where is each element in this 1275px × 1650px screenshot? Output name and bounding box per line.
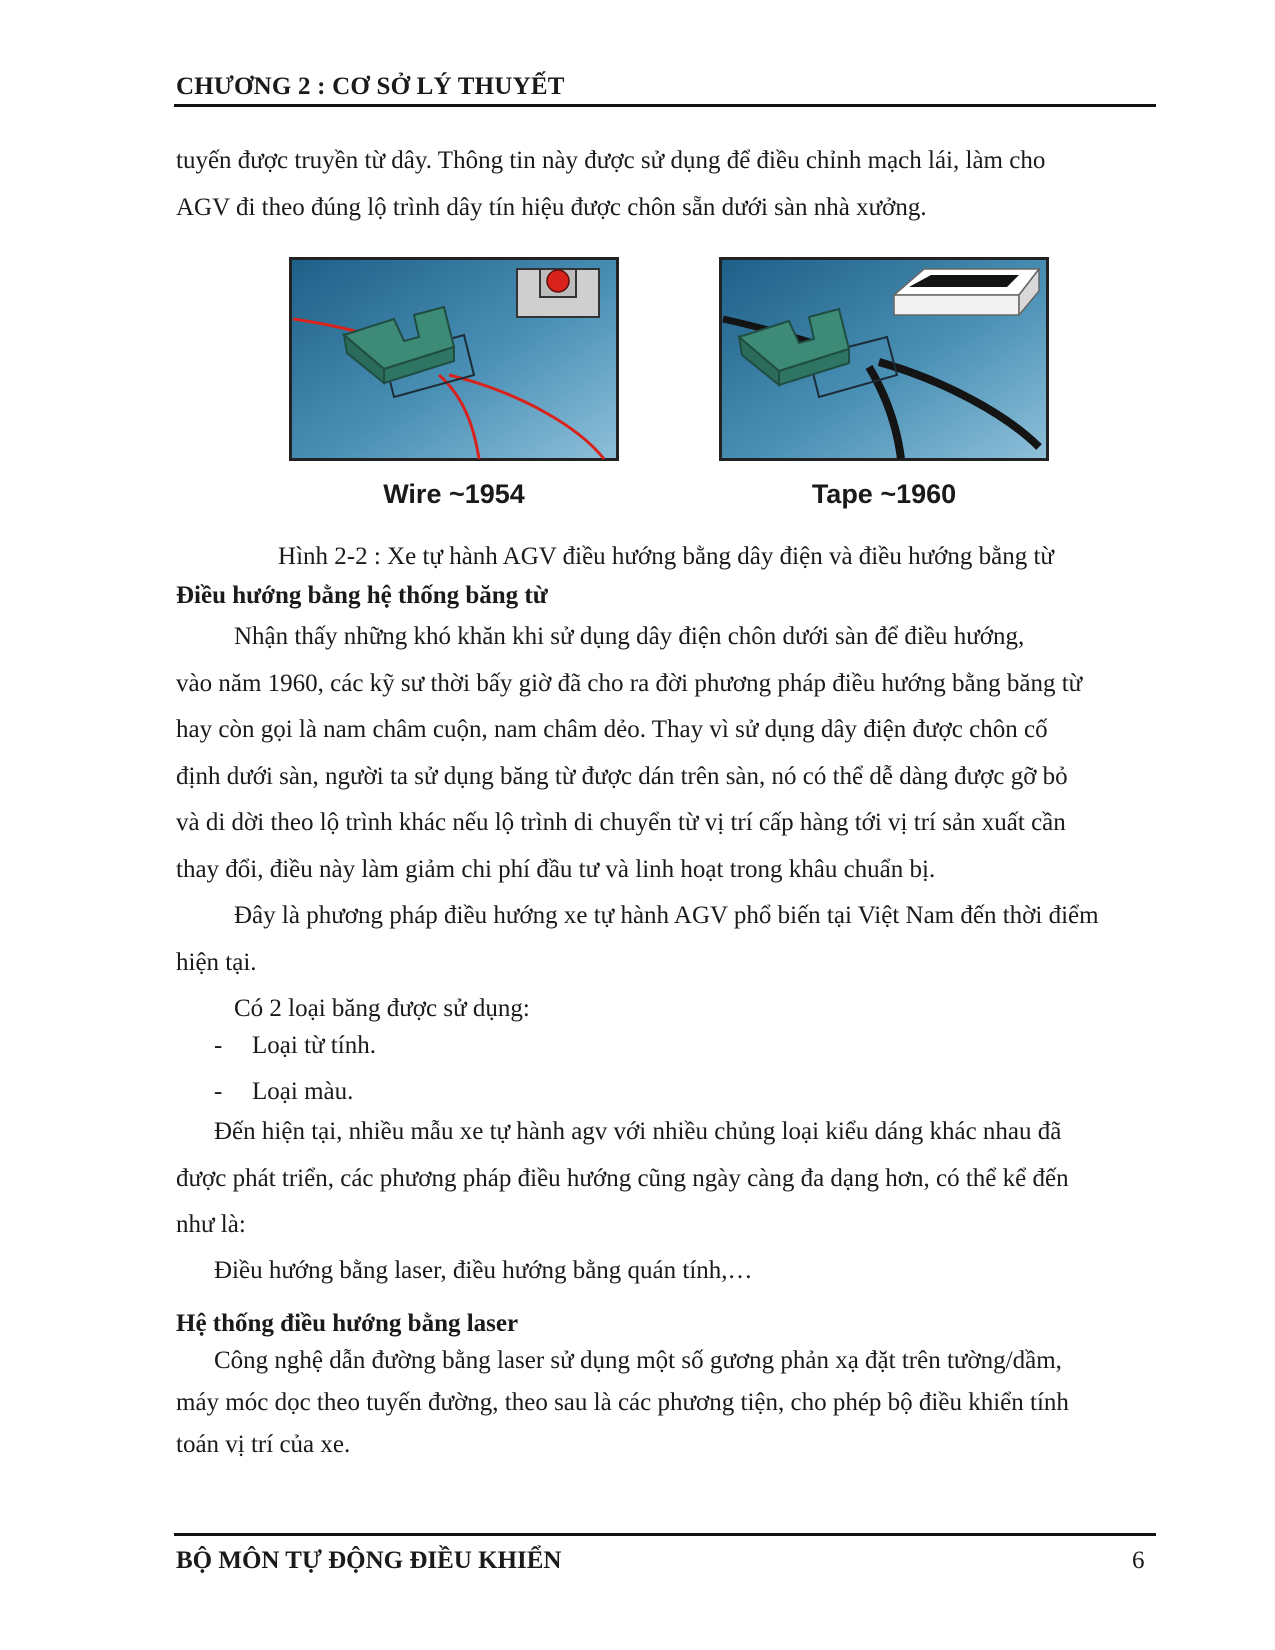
section-heading-magnetic-tape: Điều hướng bằng hệ thống băng từ: [176, 582, 548, 609]
text-line: toán vị trí của xe.: [176, 1431, 351, 1458]
text-line: hiện tại.: [176, 948, 257, 976]
paragraph-tape-types: Có 2 loại băng được sử dụng:: [234, 995, 530, 1022]
header-divider: [174, 104, 1156, 107]
text-line: Đây là phương pháp điều hướng xe tự hành AGV phổ biến tại Việt Nam đến thời điểm: [234, 902, 1099, 929]
bullet-text: Loại từ tính.: [252, 1032, 376, 1059]
bullet-marker: -: [214, 1032, 223, 1059]
footer-divider: [174, 1533, 1156, 1536]
text-line: Công nghệ dẫn đường bằng laser sử dụng một số gương phản xạ đặt trên tường/dầm,: [214, 1347, 1062, 1374]
text-line: vào năm 1960, các kỹ sư thời bấy giờ đã cho ra đời phương pháp điều hướng bằng băng từ: [176, 669, 1083, 697]
footer-department: BỘ MÔN TỰ ĐỘNG ĐIỀU KHIỂN: [176, 1547, 562, 1574]
figure-caption: Hình 2-2 : Xe tự hành AGV điều hướng bằng dây điện và điều hướng bằng từ: [278, 543, 1054, 570]
text-line: hay còn gọi là nam châm cuộn, nam châm dẻo. Thay vì sử dụng dây điện được chôn cố: [176, 716, 1048, 743]
text-line: như là:: [176, 1211, 246, 1238]
tape-sensor-inset: [894, 269, 1039, 315]
bullet-marker: -: [214, 1078, 223, 1105]
bullet-item: [214, 1078, 353, 1106]
text-line: Nhận thấy những khó khăn khi sử dụng dây điện chôn dưới sàn để điều hướng,: [234, 623, 1025, 650]
text-line: và di dời theo lộ trình khác nếu lộ trình di chuyển từ vị trí cấp hàng tới vị trí sản xuất cần: [176, 809, 1066, 836]
section-heading-laser: Hệ thống điều hướng bằng laser: [176, 1310, 519, 1337]
paragraph-magnetic-tape: [176, 614, 1156, 893]
page-number: 6: [1132, 1547, 1145, 1574]
tape-guidance-image: [719, 257, 1049, 461]
bullet-text: Loại màu.: [252, 1078, 354, 1105]
tape-label: Tape ~1960: [811, 479, 957, 509]
text-line: Đến hiện tại, nhiều mẫu xe tự hành agv với nhiều chủng loại kiểu dáng khác nhau đã: [214, 1118, 1062, 1145]
wire-label: Wire ~1954: [383, 479, 525, 509]
text-line: thay đổi, điều này làm giảm chi phí đầu tư và linh hoạt trong khâu chuẩn bị.: [176, 855, 936, 883]
chapter-header: CHƯƠNG 2 : CƠ SỞ LÝ THUYẾT: [176, 73, 565, 100]
paragraph-current-methods: [176, 1109, 1156, 1249]
paragraph-method-list: Điều hướng bằng laser, điều hướng bằng quán tính,…: [214, 1257, 753, 1284]
text-line: máy móc dọc theo tuyến đường, theo sau là các phương tiện, cho phép bộ điều khiển tính: [176, 1389, 1069, 1416]
wire-sensor-inset: [517, 269, 599, 317]
paragraph-vietnam: [176, 893, 1156, 986]
paragraph-laser: [176, 1340, 1156, 1466]
intro-paragraph: [176, 138, 1156, 231]
text-line: tuyến được truyền từ dây. Thông tin này được sử dụng để điều chỉnh mạch lái, làm cho: [176, 147, 1046, 174]
text-line: được phát triển, các phương pháp điều hướng cũng ngày càng đa dạng hơn, có thể kể đến: [176, 1164, 1069, 1192]
text-line: AGV đi theo đúng lộ trình dây tín hiệu được chôn sẵn dưới sàn nhà xưởng.: [176, 193, 927, 221]
text-line: định dưới sàn, người ta sử dụng băng từ được dán trên sàn, nó có thể dễ dàng được gỡ bỏ: [176, 762, 1068, 790]
figure-agv-guidance: [289, 257, 1049, 527]
wire-guidance-image: [289, 257, 619, 461]
bullet-item: [214, 1032, 376, 1060]
